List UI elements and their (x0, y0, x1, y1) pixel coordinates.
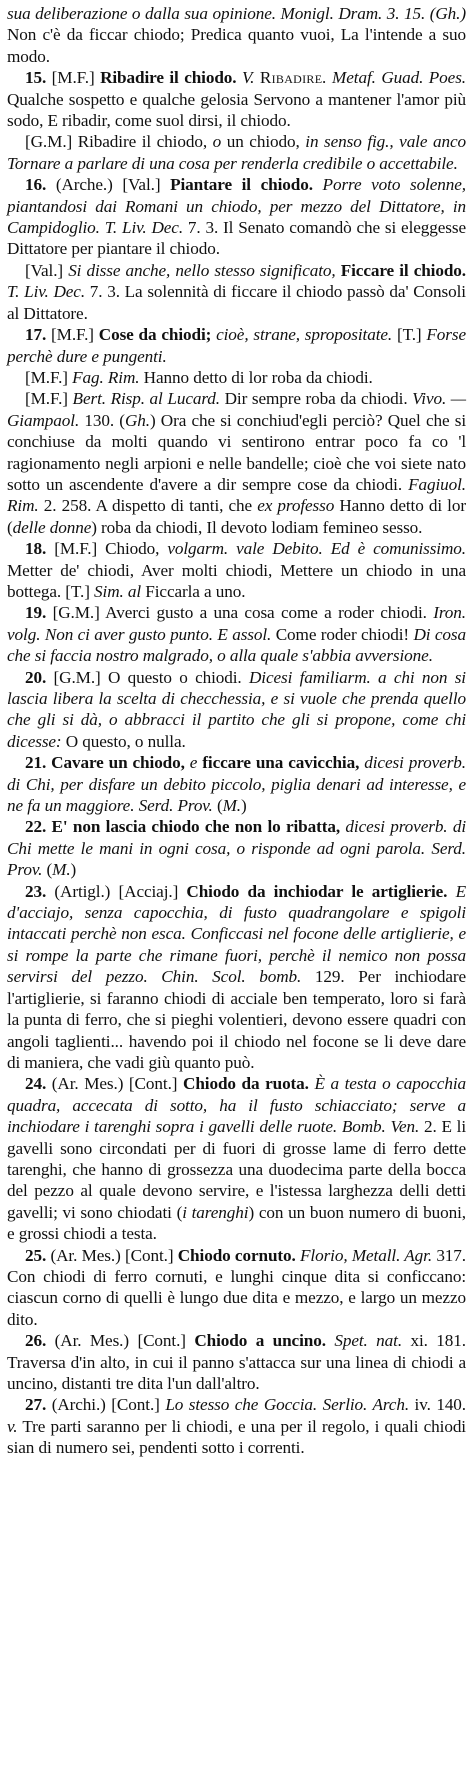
italic-text: V. (236, 68, 260, 88)
italic-text: Lo stesso che Goccia. Serlio. Arch. (165, 1395, 410, 1415)
entry-lemma: ficcare una cavicchia, (197, 753, 365, 773)
italic-text: Porre voto solenne, piantandosi dai Romani un chiodo, per mezzo del Dittatore, in Campidoglio. T. Liv. Dec. (7, 175, 466, 238)
body-text: Come roder chiodi! (271, 624, 414, 644)
entry-lemma: E' non lascia chiodo che non lo ribatta, (46, 817, 346, 837)
dictionary-entry (7, 367, 466, 388)
body-text: 129. Per inchiodare l'artiglierie, si faranno chiodi di acciale ben temperato, loro si farà la punta di ferro, che si pieghi volentieri, devono essere quadri con angoli taglienti... havendo poi il chiodo nel focone se li deve dare di maniera, che vadi giù quanto può. (7, 967, 466, 1072)
body-text: Hanno detto di lor ( (7, 496, 466, 537)
italic-text: Forse perchè dure e pungenti. (7, 325, 466, 366)
entry-number: 23. (25, 881, 47, 901)
body-text: ( (212, 796, 223, 816)
body-text: Tre parti saranno per li chiodi, e una per il regolo, i quali chiodi sian di numero sei, pendenti sotto i correnti. (7, 1416, 466, 1458)
body-text: 7. 3. La solennità di ficcare il chiodo passò da' Consoli al Dittatore. (7, 282, 466, 323)
entry-lemma: Chiodo da ruota. (183, 1074, 309, 1094)
body-text: 130. ( (79, 410, 125, 430)
italic-text: delle donne (12, 517, 92, 537)
body-text: iv. 140. (409, 1395, 467, 1415)
italic-text: Fagiuol. Rim. (7, 474, 466, 516)
dictionary-entry (7, 1394, 466, 1458)
italic-text: Si disse anche, nello stesso significato, (68, 260, 336, 280)
dictionary-entry (7, 1330, 466, 1394)
dictionary-entry (7, 667, 466, 753)
body-text: Metter de' chiodi, Aver molti chiodi, Mettere un chiodo in una bottega. [T.] (7, 560, 466, 601)
body-text: ) roba da chiodi, Il devoto lodiam femineo sesso. (91, 517, 423, 537)
body-text: [M.F.] (25, 389, 73, 409)
entry-lemma: Chiodo da inchiodar le artiglierie. (186, 881, 448, 901)
dictionary-entry (7, 174, 466, 260)
entry-lemma: Chiodo cornuto. (177, 1245, 296, 1265)
italic-text: Spet. nat. (325, 1331, 403, 1351)
dictionary-entry (7, 602, 466, 666)
dictionary-page-text (7, 3, 466, 1459)
italic-text: T. Liv. Dec. (7, 282, 86, 302)
italic-text: dicesi proverb. di Chi mette le mani in ogni cosa, o risponde ad ogni parola. Serd. Prov. (7, 817, 467, 880)
body-text: [M.F.] (46, 325, 99, 345)
body-text: [G.M.] Averci gusto a una cosa come a roder chiodi. (46, 603, 434, 623)
dictionary-entry (7, 260, 466, 324)
body-text: 2. E li gavelli sono circondati per di fuori di grosse lame di ferro dette tarenghi, che hanno di grossezza una duodecima parte della bocca del pezzo al quale devono servire, e l'istessa larghezza delli detti gavelli; vi sono chiodati ( (7, 1117, 466, 1222)
italic-text: Vivo. — Giampaol. (7, 389, 466, 430)
italic-text: È a testa o capocchia quadra, accecata di sotto, ha il fusto schiacciato; serve a inchiodare i tarenghi sopra i gavelli delle ruote. Bomb. Ven. (7, 1074, 466, 1137)
dictionary-entry (7, 131, 466, 174)
italic-text: volgarm. vale Debito. Ed è comunissimo. (167, 539, 466, 559)
italic-text: sua deliberazione o dalla sua opinione. Monigl. Dram. 3. 15. (Gh.) (7, 4, 466, 23)
body-text: [M.F.] (46, 68, 101, 88)
dictionary-entry (7, 752, 466, 816)
italic-text: Bert. Risp. al Lucard. (72, 389, 220, 409)
italic-text: Gh. (124, 410, 150, 430)
entry-number: 27. (25, 1395, 47, 1415)
italic-text: i tarenghi (182, 1202, 249, 1222)
entry-number: 17. (25, 325, 47, 345)
dictionary-entry (7, 538, 466, 602)
italic-text: Sim. al (94, 581, 142, 601)
italic-text: o (212, 132, 222, 152)
italic-text: E d'acciajo, senza capocchia, di fusto quadrangolare e spigoli intaccati perchè non esca. Conficcasi nel focone delle artiglierie, e si rompe la parte che rimane fuori, perchè il nemico non possa servirsi del pezzo. Chin. Scol. bomb. (7, 881, 466, 987)
body-text: xi. 181. Traversa d'in alto, in cui il panno s'attacca sur una linea di chiodi a uncino, distanti tre dita l'un dall'altro. (7, 1331, 466, 1393)
body-text: (Ar. Mes.) [Cont.] (46, 1074, 184, 1094)
italic-text: Iron. volg. Non ci aver gusto punto. E assol. (7, 603, 466, 644)
entry-number: 26. (25, 1331, 47, 1351)
entry-number: 24. (25, 1074, 47, 1094)
body-text: (Archi.) [Cont.] (46, 1395, 166, 1415)
italic-text: M. (222, 796, 242, 816)
body-text: [T.] (392, 325, 427, 345)
entry-lemma: Piantare il chiodo. (170, 175, 313, 195)
italic-text: Di cosa che si faccia nostro malgrado, o alla quale s'abbia avversione. (7, 624, 466, 666)
italic-text: M. (52, 860, 71, 880)
body-text: [Val.] (25, 260, 69, 280)
dictionary-entry (7, 1245, 466, 1331)
entry-number: 22. (25, 817, 47, 837)
italic-text: Fag. Rim. (72, 367, 140, 387)
italic-text: e (189, 753, 198, 773)
body-text: Qualche sospetto e qualche gelosia Servono a mantener l'amor più sodo, E ribadir, come suol dirsi, il chiodo. (7, 89, 466, 131)
italic-text: in senso fig., vale anco Tornare a parlare di una cosa per renderla credibile o accettabile. (7, 132, 466, 173)
body-text: (Artigl.) [Acciaj.] (46, 881, 187, 901)
entry-number: 19. (25, 603, 47, 623)
italic-text: . Metaf. Guad. Poes. (322, 68, 466, 88)
entry-lemma: Cavare un chiodo, (46, 753, 190, 773)
body-text: (Ar. Mes.) [Cont.] (46, 1331, 195, 1351)
body-text: 7. 3. Il Senato comandò che si eleggesse Dittatore per piantare il chiodo. (7, 218, 466, 259)
body-text: ( (42, 860, 53, 880)
italic-text: Florio, Metall. Agr. (295, 1245, 433, 1265)
entry-lemma: Ribadire il chiodo. (100, 68, 237, 88)
entry-number: 18. (25, 539, 47, 559)
dictionary-entry (7, 816, 466, 880)
body-text: [G.M.] Ribadire il chiodo, (25, 132, 213, 152)
body-text: 317. Con chiodi di ferro cornuti, e lunghi cinque dita si conficcano: ciascun corno di quelli è lungo due dita e mezzo, e largo un mezzo dito. (7, 1245, 466, 1329)
dictionary-entry (7, 3, 466, 67)
entry-lemma: Cose da chiodi; (98, 325, 212, 345)
body-text: ) Ora che si conchiud'egli perciò? Quel che si conchiuse da molti quando vi sentirono entrar poco fa co 'l ragionamento negli arpioni e nelle bandelle; cioè che voi siete nato sotto un ascendente d'avere a dir sempre cose da chiodi. (7, 410, 466, 494)
italic-text: ex professo (257, 496, 335, 516)
entry-number: 21. (25, 753, 47, 773)
body-text: [M.F.] Chiodo, (46, 539, 168, 559)
dictionary-entry (7, 881, 466, 1074)
body-text: ) (241, 796, 247, 816)
body-text: (Arche.) [Val.] (46, 175, 171, 195)
body-text: ) (70, 860, 77, 880)
italic-text: dicesi proverb. di Chi, per disfare un debito piccolo, piglia denari ad interesse, e ne fa un maggiore. Serd. Prov. (7, 753, 466, 816)
entry-number: 16. (25, 175, 47, 195)
body-text: Ficcarla a uno. (141, 581, 246, 601)
body-text: Hanno detto di lor roba da chiodi. (139, 367, 373, 387)
body-text: (Ar. Mes.) [Cont.] (46, 1245, 178, 1265)
dictionary-entry (7, 67, 466, 131)
body-text: un chiodo, (221, 132, 306, 152)
italic-text: Dicesi familiarm. a chi non si lascia libera la scelta di checchessia, e si vuole che prenda quello che gli si dà, o abbracci il partito che gli si propone, come chi dicesse: (7, 667, 466, 751)
dictionary-entry (7, 1073, 466, 1244)
entry-lemma: Chiodo a uncino. (194, 1331, 326, 1351)
body-text: 2. 258. A dispetto di tanti, che (38, 496, 258, 516)
small-caps-text: Ribadire (259, 68, 323, 88)
entry-number: 25. (25, 1245, 47, 1265)
body-text: [M.F.] (25, 367, 73, 387)
dictionary-entry (7, 388, 466, 538)
italic-text: v. (7, 1416, 18, 1436)
entry-number: 20. (25, 667, 47, 687)
italic-text: cioè, strane, spropositate. (211, 325, 393, 345)
body-text: Non c'è da ficcar chiodo; Predica quanto vuoi, La l'intende a suo modo. (7, 25, 466, 66)
body-text: Dir sempre roba da chiodi. (219, 389, 413, 409)
body-text: O questo, o nulla. (61, 731, 186, 751)
entry-number: 15. (25, 68, 47, 88)
entry-lemma: Ficcare il chiodo. (335, 260, 466, 280)
body-text: [G.M.] O questo o chiodi. (46, 667, 249, 687)
dictionary-entry (7, 324, 466, 367)
body-text: ) con un buon numero di buoni, e grossi chiodi a testa. (7, 1202, 467, 1244)
